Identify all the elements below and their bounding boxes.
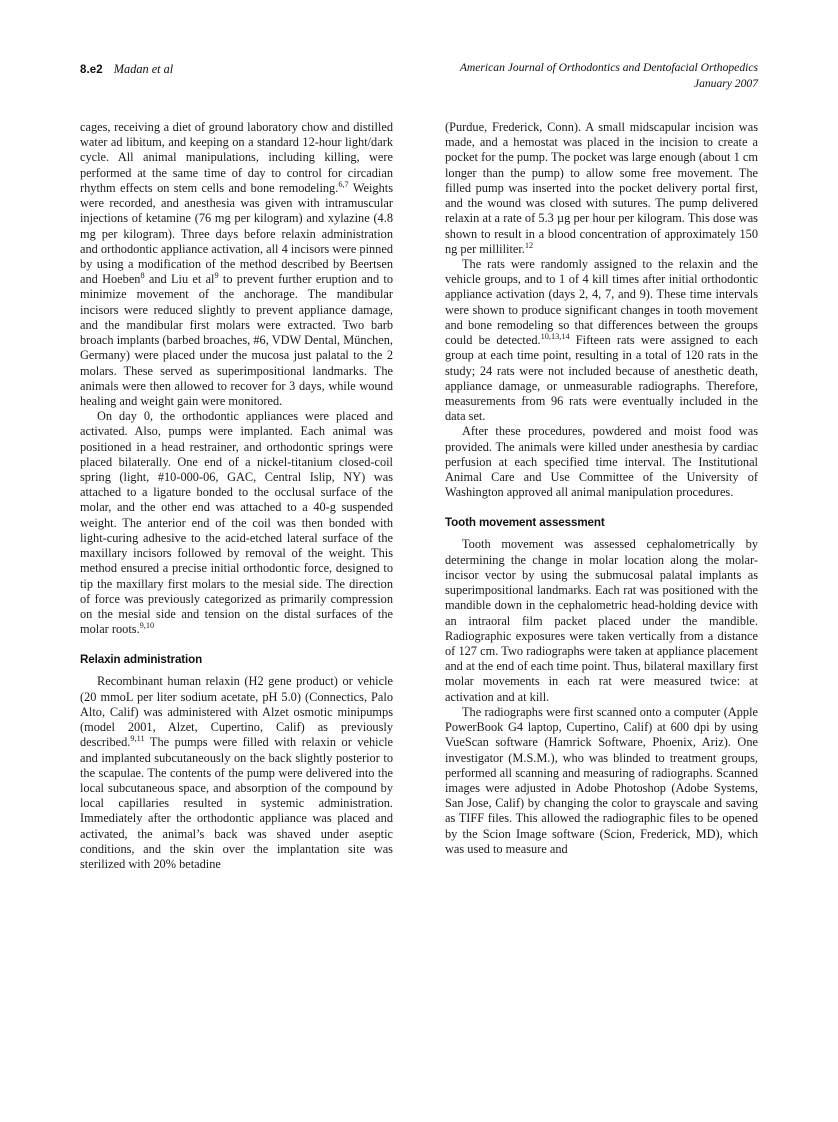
reference-marker[interactable]: 10,13,14 bbox=[540, 331, 570, 341]
subhead-relaxin-administration-wrap bbox=[80, 637, 393, 674]
issue-date: January 2007 bbox=[693, 76, 758, 90]
journal-title: American Journal of Orthodontics and Dentofacial Orthopedics bbox=[459, 61, 758, 74]
text-run: and Liu et al bbox=[144, 272, 215, 287]
subhead-relaxin-administration: Relaxin administration bbox=[80, 653, 203, 667]
paragraph-group-assignment bbox=[445, 257, 758, 424]
running-head bbox=[0, 60, 838, 104]
subhead-tooth-movement-assessment: Tooth movement assessment bbox=[445, 516, 605, 530]
text-run: The radiographs were first scanned onto a computer (Apple PowerBook G4 laptop, Cupertino, Calif) at 600 dpi by using VueScan software (Hamrick Software, Phoenix, Ariz). One investigator (M.S.M.), who was blinded to treatment groups, performed all scanning and measuring of radiographs. Scanned images were adjusted in Adobe Photoshop (Adobe Systems, San Jose, Calif) by changing the color to grayscale and saving as TIFF files. This allowed the radiographic files to be opened by the Scion Image software (Scion, Frederick, MD), which was used to measure and bbox=[445, 704, 758, 856]
text-run: Fifteen rats were assigned to each group at each time point, resulting in a total of 120 rats in the study; 24 rats were not included because of anesthetic death, appliance damage, or unmeasurable radiographs. Therefore, measurements from 96 rats were eventually included in the data set. bbox=[445, 333, 758, 424]
reference-marker[interactable]: 12 bbox=[524, 240, 534, 250]
reference-marker[interactable]: 9 bbox=[214, 271, 219, 281]
text-run: On day 0, the orthodontic appliances were placed and activated. Also, pumps were implanted. Each animal was positioned in a head restrainer, and orthodontic springs were placed bilaterally. One end of a nickel-titanium closed-coil spring (light, #10-000-06, GAC, Central Islip, NY) was attached to a ligature bonded to the occlusal surface of the molar, and the other end was attached to a 40-g suspended weight. The anterior end of the coil was then bonded with light-curing adhesive to the acid-etched lateral surface of the maxillary incisors followed by removal of the weight. This method ensured a precise initial orthodontic force, designed to tip the maxillary first molars to the mesial side. The direction of force was previously categorized as primarily compression on the mesial side and tension on the distal surfaces of the molar roots. bbox=[80, 409, 393, 637]
running-head-left bbox=[80, 60, 173, 78]
text-run: Recombinant human relaxin (H2 gene product) or vehicle (20 mmoL per liter sodium acetate, pH 5.0) (Connectics, Palo Alto, Calif) was administered with Alzet osmotic minipumps (model 2001, Alzet, Cupertino, Calif) as previously described. bbox=[80, 674, 393, 750]
page-folio: 8.e2 bbox=[80, 64, 103, 76]
reference-marker[interactable]: 9,11 bbox=[130, 734, 145, 744]
subhead-tooth-movement-assessment-wrap bbox=[445, 500, 758, 537]
text-run: The pumps were filled with relaxin or vehicle and implanted subcutaneously on the back slightly posterior to the scapulae. The contents of the pump were delivered into the local subcutaneous space, and absorption of the compound by local capillaries resulted in systemic administration. Immediately after the orthodontic appliance was placed and activated, the animal’s back was shaved under aseptic conditions, and the skin over the implantation site was sterilized with 20% betadine bbox=[80, 735, 393, 872]
text-run: After these procedures, powdered and moist food was provided. The animals were killed under anesthesia by cardiac perfusion at each specified time interval. The Institutional Animal Care and Use Committee of the University of Washington approved all animal manipulation procedures. bbox=[445, 424, 758, 500]
left-column bbox=[80, 120, 393, 1060]
text-run: Tooth movement was assessed cephalometrically by determining the change in molar location along the molar-incisor vector by using the submucosal palatal implants as superimpositional landmarks. Each rat was positioned with the mandible down in the cephalometric head-holding device with an intraoral film packet placed under the mandible. Radiographic exposures were taken vertically from a distance of 127 cm. Two radiographs were taken at appliance placement and at the end of each time point. Thus, bilateral maxillary first molar movements in each rat were measured twice: at activation and at kill. bbox=[445, 537, 758, 704]
reference-marker[interactable]: 8 bbox=[140, 271, 145, 281]
paragraph-methods-continued bbox=[80, 120, 393, 409]
text-run: (Purdue, Frederick, Conn). A small midscapular incision was made, and a hemostat was placed in the incision to create a pocket for the pump. The pocket was large enough (about 1 cm longer than the pump) to allow some free movement. The filled pump was inserted into the pocket delivery portal first, and the wound was closed with sutures. The pump delivered relaxin at a rate of 5.3 µg per hour per kilogram. This dose was shown to result in a blood concentration of approximately 150 ng per milliliter. bbox=[445, 120, 758, 256]
paragraph-day-zero-appliances bbox=[80, 409, 393, 637]
paragraph-pump-implantation bbox=[445, 120, 758, 257]
text-run: cages, receiving a diet of ground laboratory chow and distilled water ad libitum, and keeping on a standard 12-hour light/dark cycle. All animal manipulations, including killing, were performed at the same time of day to control for circadian rhythm effects on stem cells and bone remodeling. bbox=[80, 120, 393, 195]
right-column bbox=[445, 120, 758, 1060]
paragraph-relaxin-administration bbox=[80, 674, 393, 872]
body-columns bbox=[80, 120, 758, 1060]
reference-marker[interactable]: 9,10 bbox=[139, 621, 155, 631]
running-head-authors: Madan et al bbox=[113, 62, 174, 76]
text-run: to prevent further eruption and to minimize movement of the anchorage. The mandibular incisors were reduced slightly to prevent appliance damage, and the mandibular first molars were extracted. Two barb broach implants (barbed broaches, #6, VDW Dental, München, Germany) were placed under the mucosa just palatal to the 2 molars. These served as superimpositional landmarks. The animals were then allowed to recover for 3 days, while wound healing and weight gain were monitored. bbox=[80, 272, 394, 408]
paragraph-tooth-movement-method bbox=[445, 537, 758, 704]
running-head-right bbox=[460, 60, 758, 91]
text-run: The rats were randomly assigned to the relaxin and the vehicle groups, and to 1 of 4 kill times after initial orthodontic appliance activation (days 2, 4, 7, and 9). These time intervals were shown to produce significant changes in tooth movement and bone remodeling so that differences between the groups could be detected. bbox=[445, 256, 758, 348]
text-run: Weights were recorded, and anesthesia was given with intramuscular injections of ketamine (76 mg per kilogram) and xylazine (4.8 mg per kilogram). Three days before relaxin administration and orthodontic appliance activation, all 4 incisors were pinned by using a modification of the method described by Beertsen and Hoeben bbox=[80, 180, 393, 287]
paragraph-postprocedure-care bbox=[445, 424, 758, 500]
paragraph-radiograph-scanning bbox=[445, 705, 758, 857]
reference-marker[interactable]: 6,7 bbox=[338, 179, 349, 189]
